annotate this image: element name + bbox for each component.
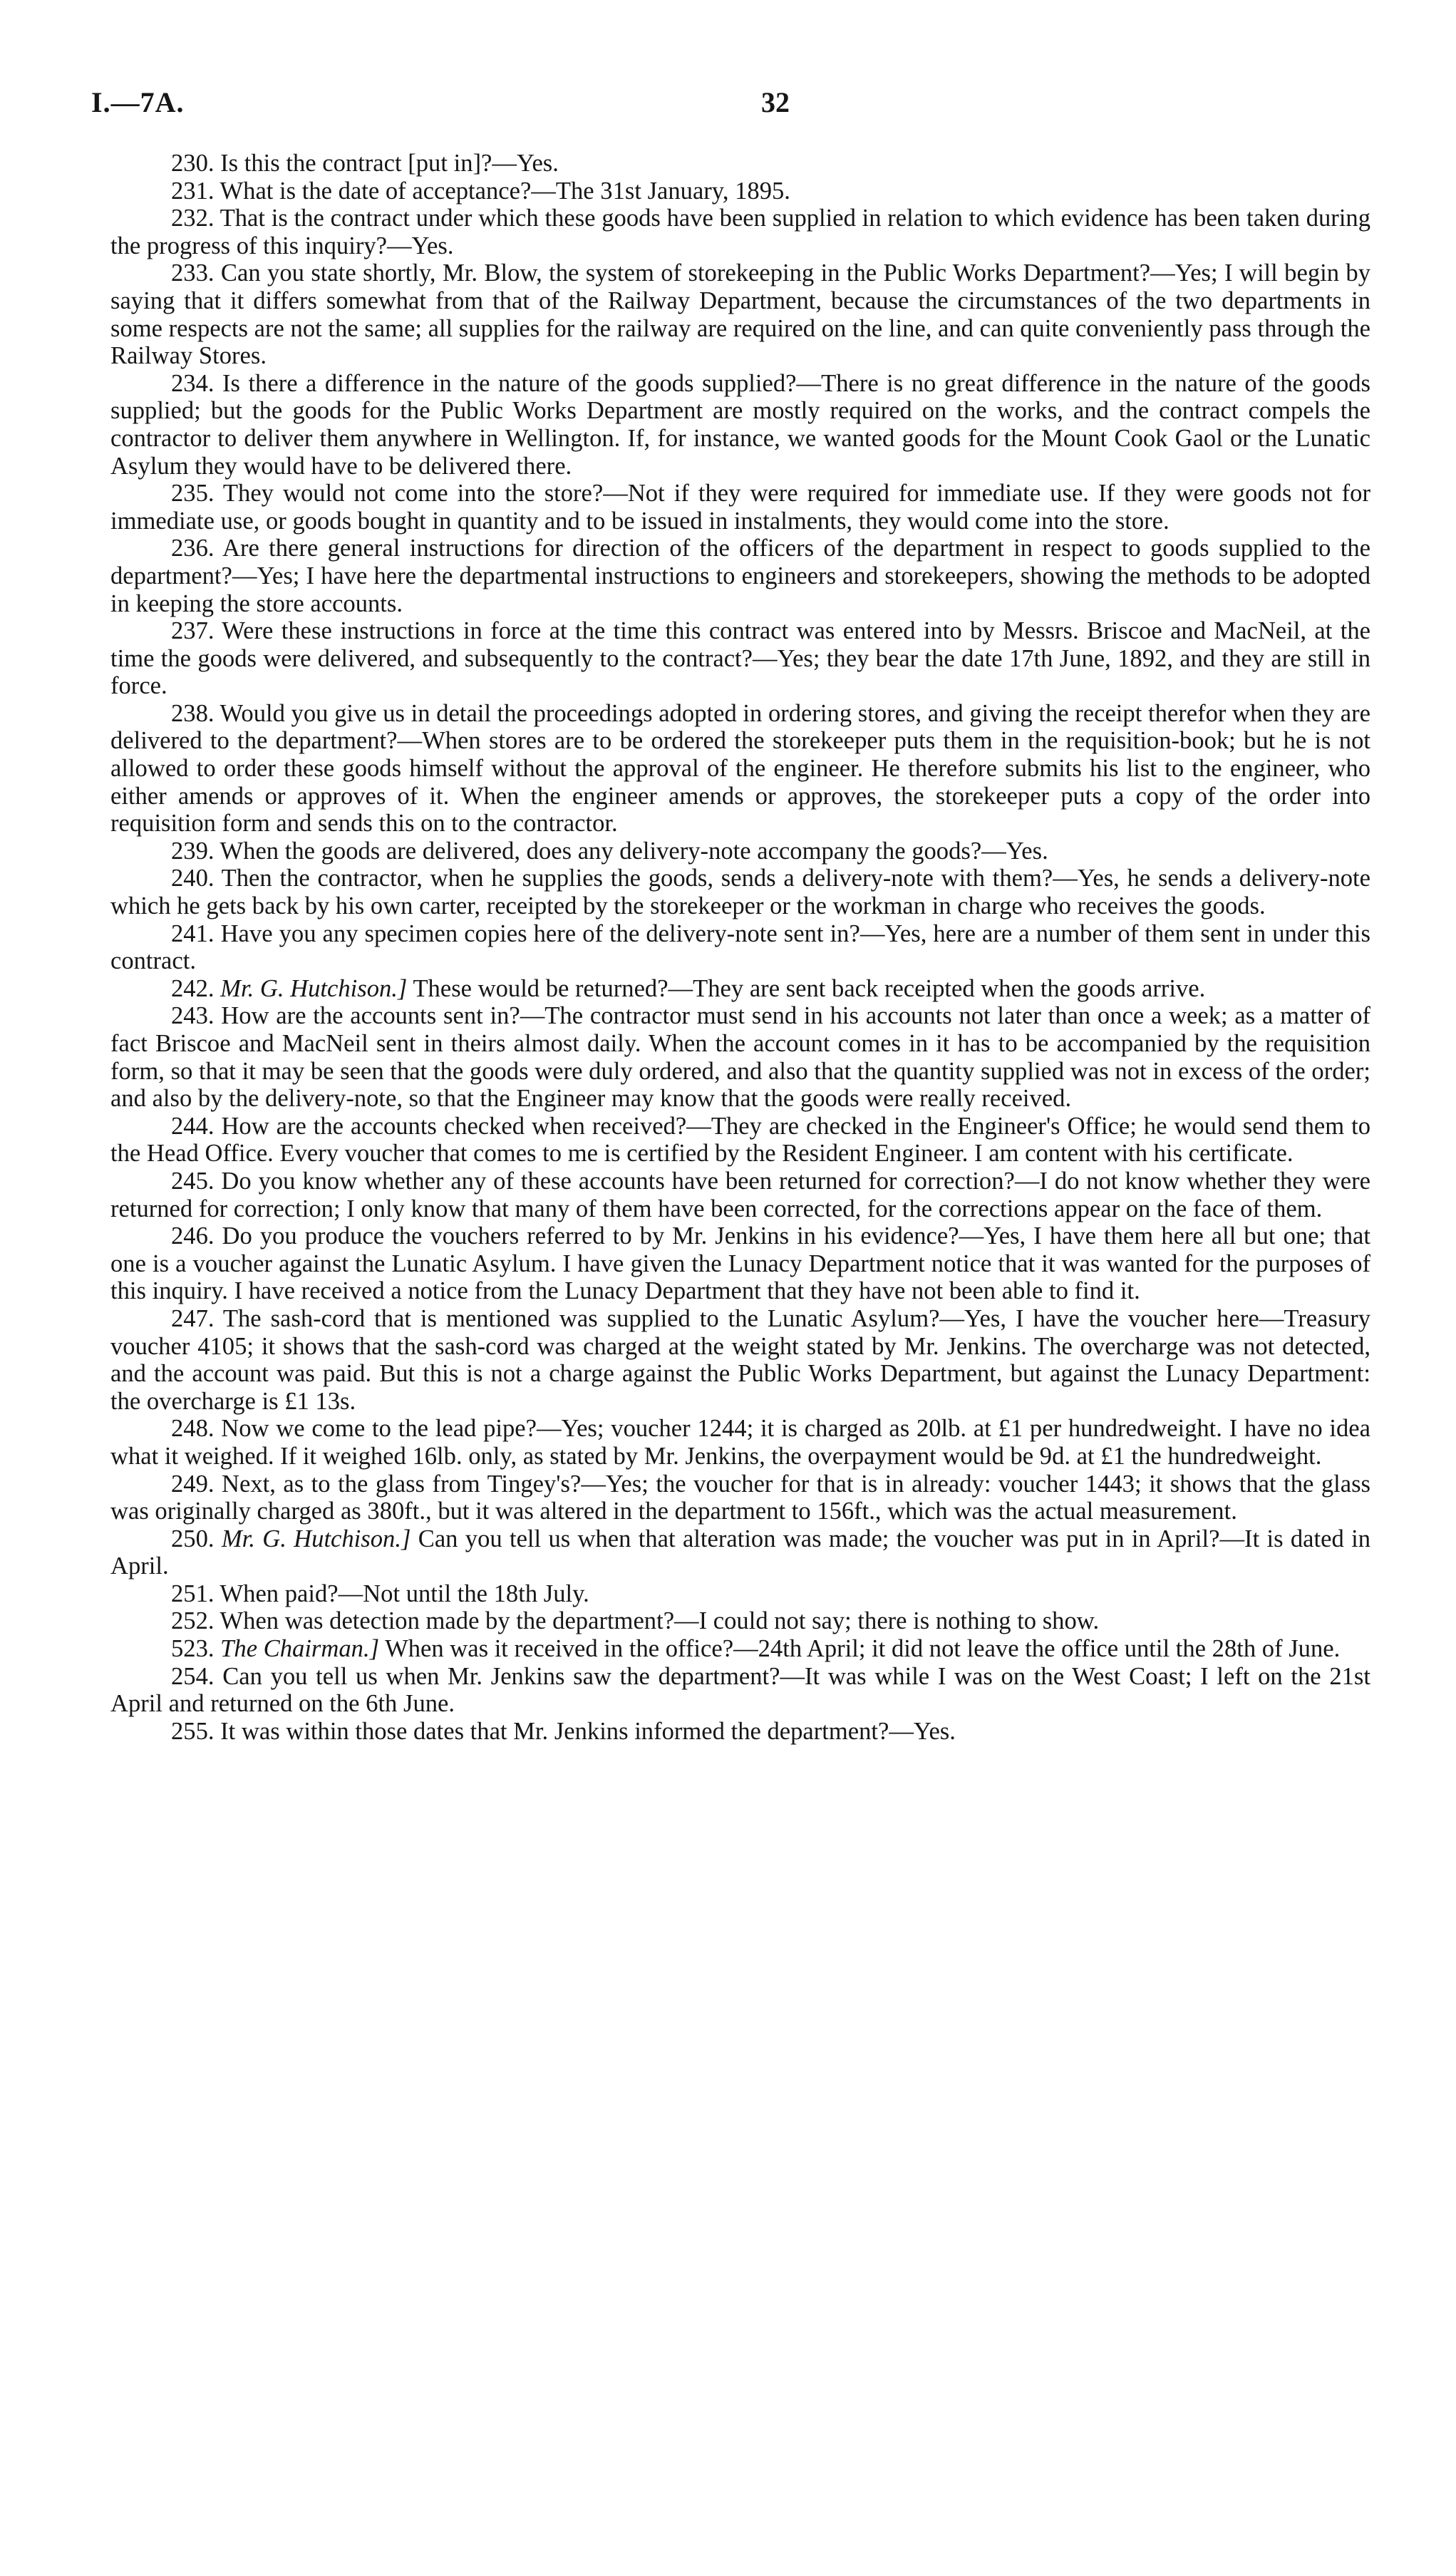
question-241: 241. Have you any specimen copies here of the delivery-note sent in?—Yes, here are a number of them sent in under this contract. <box>110 919 1370 975</box>
question-255: 255. It was within those dates that Mr. Jenkins informed the department?—Yes. <box>171 1717 956 1745</box>
question-247: 247. The sash-cord that is mentioned was supplied to the Lunatic Asylum?—Yes, I have the voucher here—Treasury voucher 4105; it shows that the sash-cord was charged at the weight stated by Mr. Jenkins. The overcharge was not detected, and the account was paid. But this is not a charge against the Public Works Department, but against the Lunacy Department: the overcharge is £1 13s. <box>110 1304 1370 1415</box>
question-number: 242. <box>171 974 215 1002</box>
page-header <box>91 86 1367 128</box>
document-reference: I.—7A. <box>91 86 185 118</box>
question-249: 249. Next, as to the glass from Tingey's?—Yes; the voucher for that is in already: voucher 1443; it shows that the glass was originally charged as 380ft., but it was altered in the department to 156ft., which was the actual measurement. <box>110 1470 1370 1525</box>
question-246: 246. Do you produce the vouchers referred to by Mr. Jenkins in his evidence?—Yes, I have them here all but one; that one is a voucher against the Lunatic Asylum. I have given the Lunacy Department notice that it was wanted for the purposes of this inquiry. I have received a notice from the Lunacy Department that they have not been able to find it. <box>110 1222 1370 1305</box>
question-250 <box>110 1525 1370 1580</box>
page-number: 32 <box>761 86 790 118</box>
question-523 <box>110 1635 1370 1663</box>
question-number: 250. <box>171 1525 215 1552</box>
question-236: 236. Are there general instructions for direction of the officers of the department in respect to goods supplied to the department?—Yes; I have here the departmental instructions to engineers and storekeepers, showing the methods to be adopted in keeping the store accounts. <box>110 535 1370 617</box>
question-245: 245. Do you know whether any of these accounts have been returned for correction?—I do not know whether they were returned for correction; I only know that many of them have been corrected, for the corrections appear on the face of them. <box>110 1167 1370 1222</box>
question-text: When was it received in the office?—24th April; it did not leave the office until the 28th of June. <box>385 1635 1341 1663</box>
question-251: 251. When paid?—Not until the 18th July. <box>171 1580 589 1607</box>
question-244: 244. How are the accounts checked when received?—They are checked in the Engineer's Office; he would send them to the Head Office. Every voucher that comes to me is certified by the Resident Engineer. I am content with his certificate. <box>110 1112 1370 1168</box>
question-242 <box>110 975 1370 1003</box>
question-239: 239. When the goods are delivered, does any delivery-note accompany the goods?—Yes. <box>171 837 1048 865</box>
question-235: 235. They would not come into the store?—Not if they were required for immediate use. If they were goods not for immediate use, or goods bought in quantity and to be issued in instalments, they would come into the store. <box>110 480 1370 535</box>
question-243: 243. How are the accounts sent in?—The contractor must send in his accounts not later than once a week; as a matter of fact Briscoe and MacNeil sent in theirs almost daily. When the account comes in it has to be accompanied by the requisition form, so that it may be seen that the goods were duly ordered, and also that the quantity supplied was not in excess of the order; and also by the delivery-note, so that the Engineer may know that the goods were really received. <box>110 1002 1370 1113</box>
question-240: 240. Then the contractor, when he supplies the goods, sends a delivery-note with them?—Yes, he sends a delivery-note which he gets back by his own carter, receipted by the storekeeper or the workman in charge who receives the goods. <box>110 865 1370 920</box>
speaker-name: Mr. G. Hutchison.] <box>220 974 408 1002</box>
question-252: 252. When was detection made by the department?—I could not say; there is nothing to show. <box>171 1607 1100 1635</box>
question-233: 233. Can you state shortly, Mr. Blow, the system of storekeeping in the Public Works Department?—Yes; I will begin by saying that it differs somewhat from that of the Railway Department, because the circumstances of the two departments in some respects are not the same; all supplies for the railway are required on the line, and can quite conveniently pass through the Railway Stores. <box>110 259 1370 370</box>
question-231: 231. What is the date of acceptance?—The 31st January, 1895. <box>171 177 790 205</box>
question-237: 237. Were these instructions in force at the time this contract was entered into by Messrs. Briscoe and MacNeil, at the time the goods were delivered, and subsequently to the contract?—Yes; they bear the date 17th June, 1892, and they are still in force. <box>110 617 1370 700</box>
question-number: 523. <box>171 1635 215 1663</box>
speaker-name: The Chairman.] <box>220 1635 380 1663</box>
question-text: Can you tell us when that alteration was made; the voucher was put in in April?—It is dated in April. <box>110 1525 1370 1580</box>
question-232: 232. That is the contract under which these goods have been supplied in relation to which evidence has been taken during the progress of this inquiry?—Yes. <box>110 205 1370 259</box>
question-248: 248. Now we come to the lead pipe?—Yes; voucher 1244; it is charged as 20lb. at £1 per hundredweight. I have no idea what it weighed. If it weighed 16lb. only, as stated by Mr. Jenkins, the overpayment would be 9d. at £1 the hundredweight. <box>110 1415 1370 1470</box>
question-238: 238. Would you give us in detail the proceedings adopted in ordering stores, and giving the receipt therefor when they are delivered to the department?—When stores are to be ordered the storekeeper puts them in the requisition-book; but he is not allowed to order these goods himself without the approval of the engineer. He therefore submits his list to the engineer, who either amends or approves of it. When the engineer amends or approves, the storekeeper puts a copy of the order into requisition form and sends this on to the contractor. <box>110 699 1370 838</box>
speaker-name: Mr. G. Hutchison.] <box>221 1525 411 1552</box>
question-text: These would be returned?—They are sent back receipted when the goods arrive. <box>413 974 1206 1002</box>
question-254: 254. Can you tell us when Mr. Jenkins saw the department?—It was while I was on the West Coast; I left on the 21st April and returned on the 6th June. <box>110 1662 1370 1718</box>
evidence-body <box>110 150 1370 1745</box>
question-230: 230. Is this the contract [put in]?—Yes. <box>171 150 559 177</box>
question-234: 234. Is there a difference in the nature of the goods supplied?—There is no great difference in the nature of the goods supplied; but the goods for the Public Works Department are mostly required on the works, and the contract compels the contractor to deliver them anywhere in Wellington. If, for instance, we wanted goods for the Mount Cook Gaol or the Lunatic Asylum they would have to be delivered there. <box>110 369 1370 480</box>
